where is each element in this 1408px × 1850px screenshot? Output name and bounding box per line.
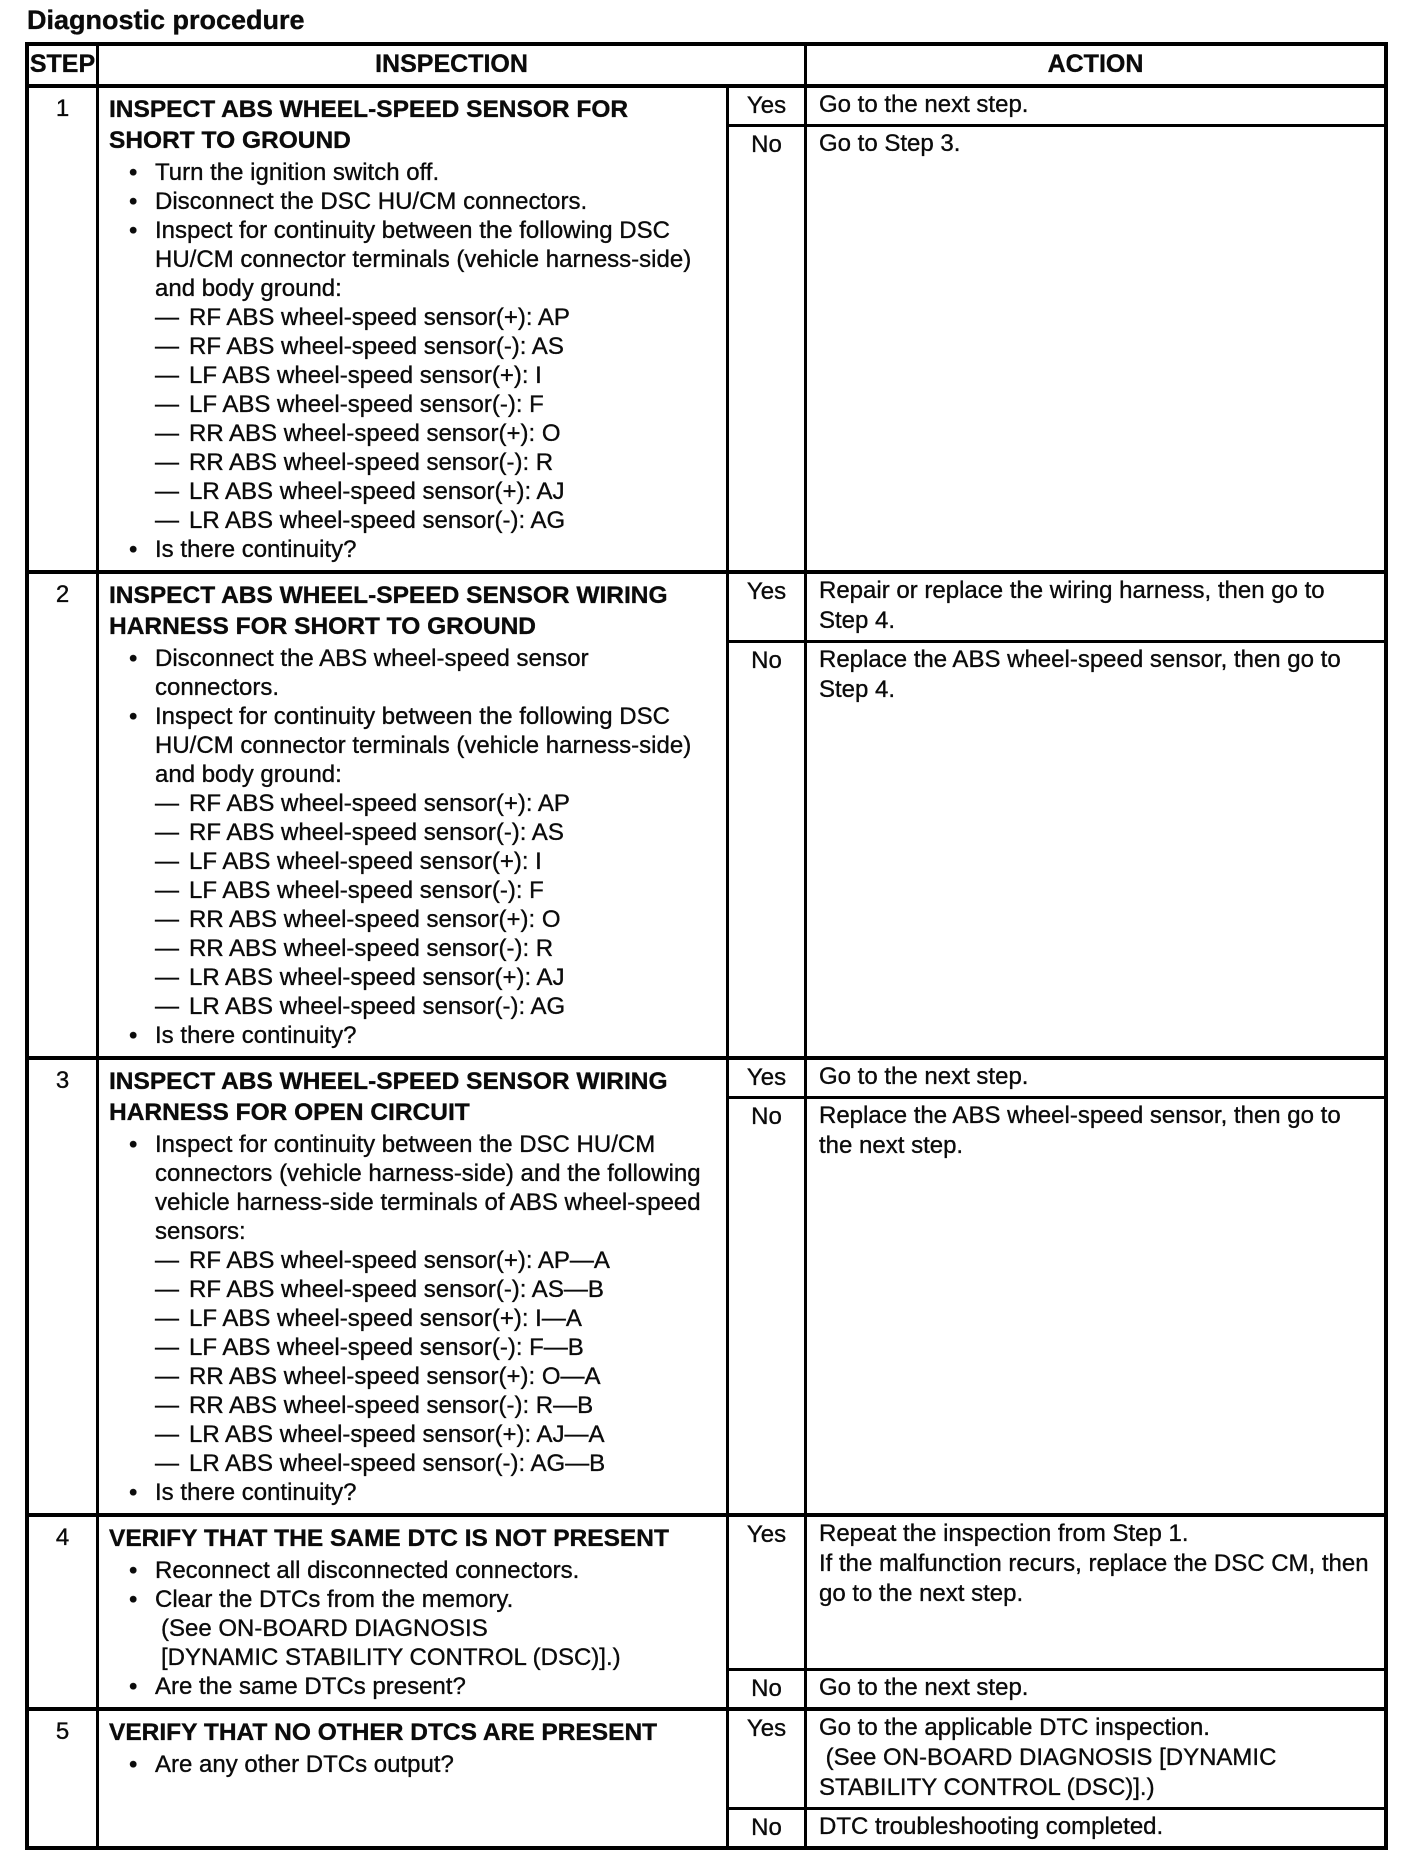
- terminal-text: LF ABS wheel-speed sensor(+): I: [189, 362, 542, 389]
- inspection-bullet: [109, 187, 718, 216]
- terminal-text: RR ABS wheel-speed sensor(+): O: [189, 906, 561, 933]
- terminal-text: RF ABS wheel-speed sensor(+): AP—A: [189, 1247, 610, 1274]
- inspection-title: INSPECT ABS WHEEL-SPEED SENSOR WIRING HARNESS FOR SHORT TO GROUND: [109, 582, 668, 640]
- header-inspection: INSPECTION: [99, 46, 807, 84]
- inspection-title: VERIFY THAT NO OTHER DTCS ARE PRESENT: [109, 1719, 658, 1746]
- terminal-item: [155, 963, 718, 992]
- diagnostic-table: [25, 42, 1388, 1850]
- dash-icon: —: [155, 449, 179, 476]
- terminal-item: [155, 303, 718, 332]
- no-action-cell: [807, 640, 1384, 1056]
- no-label: No: [729, 1096, 807, 1513]
- terminal-item: [155, 332, 718, 361]
- table-row: [29, 1513, 1384, 1707]
- action-text: Replace the ABS wheel-speed sensor, then go to the next step.: [819, 1102, 1348, 1159]
- table-header: [29, 46, 1384, 88]
- terminal-item: [155, 506, 718, 535]
- header-step: STEP: [29, 46, 99, 84]
- table-row: [29, 1056, 1384, 1513]
- reference-note: (See ON-BOARD DIAGNOSIS: [161, 1615, 488, 1642]
- inspection-bullet: [109, 216, 718, 303]
- bullet-icon: •: [129, 1673, 138, 1700]
- terminal-text: LR ABS wheel-speed sensor(-): AG—B: [189, 1450, 606, 1477]
- action-text: Replace the ABS wheel-speed sensor, then go to Step 4.: [819, 646, 1348, 703]
- bullet-text: Inspect for continuity between the DSC HU/CM connectors (vehicle harness-side) and the following vehicle harness-side terminals of ABS wheel-speed sensors:: [155, 1131, 701, 1245]
- terminal-item: [155, 1246, 718, 1275]
- terminal-item: [155, 789, 718, 818]
- yes-action-cell: [807, 1517, 1384, 1668]
- no-action-cell: [807, 1096, 1384, 1513]
- dash-icon: —: [155, 1421, 179, 1448]
- terminal-text: LR ABS wheel-speed sensor(+): AJ: [189, 964, 565, 991]
- bullet-text: Is there continuity?: [155, 1022, 357, 1049]
- terminal-text: RF ABS wheel-speed sensor(-): AS: [189, 819, 564, 846]
- dash-icon: —: [155, 819, 179, 846]
- terminal-item: [155, 1420, 718, 1449]
- bullet-icon: •: [129, 217, 138, 244]
- action-text: Go to the applicable DTC inspection.: [819, 1714, 1210, 1741]
- dash-icon: —: [155, 333, 179, 360]
- terminal-item: [155, 934, 718, 963]
- step-number: 5: [29, 1711, 99, 1846]
- bullet-icon: •: [129, 1557, 138, 1584]
- inspection-bullets: [109, 1750, 718, 1779]
- table-row: [29, 1707, 1384, 1846]
- inspection-bullets: [109, 1130, 718, 1507]
- table-row: [29, 88, 1384, 570]
- bullet-icon: •: [129, 703, 138, 730]
- no-label: No: [729, 1807, 807, 1846]
- action-text: DTC troubleshooting completed.: [819, 1813, 1164, 1840]
- page-title: Diagnostic procedure: [27, 5, 305, 35]
- reference-note: [DYNAMIC STABILITY CONTROL (DSC)].): [161, 1644, 621, 1671]
- dash-icon: —: [155, 848, 179, 875]
- terminal-text: RR ABS wheel-speed sensor(+): O: [189, 420, 561, 447]
- terminal-text: RF ABS wheel-speed sensor(-): AS: [189, 333, 564, 360]
- inspection-bullet: [109, 1021, 718, 1050]
- bullet-text: Disconnect the DSC HU/CM connectors.: [155, 188, 588, 215]
- terminal-item: [155, 477, 718, 506]
- terminal-text: LF ABS wheel-speed sensor(-): F—B: [189, 1334, 584, 1361]
- inspection-bullet: [109, 1556, 718, 1585]
- inspection-title: VERIFY THAT THE SAME DTC IS NOT PRESENT: [109, 1525, 669, 1552]
- terminal-text: LF ABS wheel-speed sensor(+): I—A: [189, 1305, 582, 1332]
- no-label: No: [729, 640, 807, 1056]
- inspection-cell: [99, 574, 729, 1056]
- terminal-item: [155, 818, 718, 847]
- inspection-bullet: [109, 1478, 718, 1507]
- no-label: No: [729, 1668, 807, 1707]
- bullet-text: Inspect for continuity between the following DSC HU/CM connector terminals (vehicle harness-side) and body ground:: [155, 703, 692, 788]
- action-text: Go to Step 3.: [819, 130, 961, 157]
- terminal-text: LR ABS wheel-speed sensor(+): AJ—A: [189, 1421, 605, 1448]
- action-text: Go to the next step.: [819, 1063, 1029, 1090]
- terminal-item: [155, 390, 718, 419]
- terminal-item: [155, 1275, 718, 1304]
- no-action-cell: [807, 1668, 1384, 1707]
- terminal-item: [155, 448, 718, 477]
- bullet-text: Is there continuity?: [155, 536, 357, 563]
- terminal-text: LF ABS wheel-speed sensor(-): F: [189, 391, 544, 418]
- action-text: (See ON-BOARD DIAGNOSIS [DYNAMIC STABILITY CONTROL (DSC)].): [819, 1744, 1284, 1801]
- bullet-icon: •: [129, 159, 138, 186]
- dash-icon: —: [155, 478, 179, 505]
- dash-icon: —: [155, 362, 179, 389]
- dash-icon: —: [155, 1450, 179, 1477]
- terminal-text: RR ABS wheel-speed sensor(-): R: [189, 449, 554, 476]
- bullet-text: Disconnect the ABS wheel-speed sensor connectors.: [155, 645, 589, 701]
- bullet-text: Clear the DTCs from the memory.: [155, 1586, 514, 1613]
- yes-label: Yes: [729, 1060, 807, 1096]
- bullet-text: Inspect for continuity between the following DSC HU/CM connector terminals (vehicle harness-side) and body ground:: [155, 217, 692, 302]
- inspection-bullets: [109, 158, 718, 564]
- terminal-text: RR ABS wheel-speed sensor(+): O—A: [189, 1363, 601, 1390]
- terminal-text: RF ABS wheel-speed sensor(-): AS—B: [189, 1276, 604, 1303]
- dash-icon: —: [155, 993, 179, 1020]
- terminal-item: [155, 876, 718, 905]
- bullet-icon: •: [129, 1586, 138, 1613]
- terminal-text: RR ABS wheel-speed sensor(-): R—B: [189, 1392, 594, 1419]
- yes-label: Yes: [729, 1517, 807, 1668]
- bullet-icon: •: [129, 536, 138, 563]
- table-row: [29, 570, 1384, 1056]
- dash-icon: —: [155, 1305, 179, 1332]
- dash-icon: —: [155, 1392, 179, 1419]
- bullet-icon: •: [129, 1479, 138, 1506]
- dash-icon: —: [155, 906, 179, 933]
- dash-icon: —: [155, 304, 179, 331]
- terminal-text: RF ABS wheel-speed sensor(+): AP: [189, 304, 570, 331]
- dash-icon: —: [155, 1276, 179, 1303]
- inspection-bullet: [109, 1130, 718, 1246]
- inspection-title: INSPECT ABS WHEEL-SPEED SENSOR FOR SHORT TO GROUND: [109, 96, 629, 154]
- terminal-item: [155, 905, 718, 934]
- yes-label: Yes: [729, 88, 807, 124]
- terminal-item: [155, 1362, 718, 1391]
- dash-icon: —: [155, 1334, 179, 1361]
- dash-icon: —: [155, 507, 179, 534]
- terminal-item: [155, 1449, 718, 1478]
- inspection-cell: [99, 1517, 729, 1707]
- inspection-bullet: [109, 1750, 718, 1779]
- inspection-bullet: [109, 1585, 718, 1614]
- dash-icon: —: [155, 420, 179, 447]
- inspection-bullets: [109, 644, 718, 1050]
- terminal-item: [155, 992, 718, 1021]
- inspection-title: INSPECT ABS WHEEL-SPEED SENSOR WIRING HARNESS FOR OPEN CIRCUIT: [109, 1068, 668, 1126]
- bullet-text: Turn the ignition switch off.: [155, 159, 440, 186]
- inspection-cell: [99, 88, 729, 570]
- action-text: Go to the next step.: [819, 1674, 1029, 1701]
- dash-icon: —: [155, 1363, 179, 1390]
- yes-action-cell: [807, 574, 1384, 640]
- terminal-item: [155, 1391, 718, 1420]
- yes-label: Yes: [729, 1711, 807, 1807]
- action-text: Go to the next step.: [819, 91, 1029, 118]
- terminal-text: LR ABS wheel-speed sensor(-): AG: [189, 507, 566, 534]
- no-label: No: [729, 124, 807, 570]
- terminal-text: LR ABS wheel-speed sensor(-): AG: [189, 993, 566, 1020]
- action-text: If the malfunction recurs, replace the DSC CM, then go to the next step.: [819, 1550, 1376, 1607]
- yes-action-cell: [807, 88, 1384, 124]
- dash-icon: —: [155, 935, 179, 962]
- step-number: 1: [29, 88, 99, 570]
- inspection-bullet: [109, 535, 718, 564]
- bullet-text: Reconnect all disconnected connectors.: [155, 1557, 580, 1584]
- step-number: 3: [29, 1060, 99, 1513]
- bullet-icon: •: [129, 645, 138, 672]
- yes-action-cell: [807, 1060, 1384, 1096]
- dash-icon: —: [155, 790, 179, 817]
- inspection-bullets: [109, 1556, 718, 1701]
- inspection-cell: [99, 1060, 729, 1513]
- dash-icon: —: [155, 964, 179, 991]
- bullet-text: Are any other DTCs output?: [155, 1751, 454, 1778]
- bullet-icon: •: [129, 1131, 138, 1158]
- inspection-bullet: [109, 702, 718, 789]
- inspection-cell: [99, 1711, 729, 1846]
- terminal-item: [155, 361, 718, 390]
- terminal-item: [155, 1304, 718, 1333]
- no-action-cell: [807, 1807, 1384, 1846]
- terminal-text: LR ABS wheel-speed sensor(+): AJ: [189, 478, 565, 505]
- terminal-item: [155, 1333, 718, 1362]
- dash-icon: —: [155, 391, 179, 418]
- bullet-icon: •: [129, 1022, 138, 1049]
- action-text: Repeat the inspection from Step 1.: [819, 1520, 1189, 1547]
- bullet-text: Are the same DTCs present?: [155, 1673, 466, 1700]
- no-action-cell: [807, 124, 1384, 570]
- terminal-text: LF ABS wheel-speed sensor(-): F: [189, 877, 544, 904]
- yes-label: Yes: [729, 574, 807, 640]
- bullet-icon: •: [129, 1751, 138, 1778]
- inspection-bullet: [109, 1672, 718, 1701]
- action-text: Repair or replace the wiring harness, then go to Step 4.: [819, 577, 1332, 634]
- bullet-icon: •: [129, 188, 138, 215]
- step-number: 2: [29, 574, 99, 1056]
- inspection-bullet: [109, 644, 718, 702]
- dash-icon: —: [155, 1247, 179, 1274]
- header-action: ACTION: [1047, 50, 1144, 78]
- inspection-bullet: [109, 158, 718, 187]
- bullet-text: Is there continuity?: [155, 1479, 357, 1506]
- terminal-text: RF ABS wheel-speed sensor(+): AP: [189, 790, 570, 817]
- yes-action-cell: [807, 1711, 1384, 1807]
- terminal-item: [155, 419, 718, 448]
- terminal-text: RR ABS wheel-speed sensor(-): R: [189, 935, 554, 962]
- terminal-text: LF ABS wheel-speed sensor(+): I: [189, 848, 542, 875]
- dash-icon: —: [155, 877, 179, 904]
- step-number: 4: [29, 1517, 99, 1707]
- steps-body: [29, 88, 1384, 1846]
- terminal-item: [155, 847, 718, 876]
